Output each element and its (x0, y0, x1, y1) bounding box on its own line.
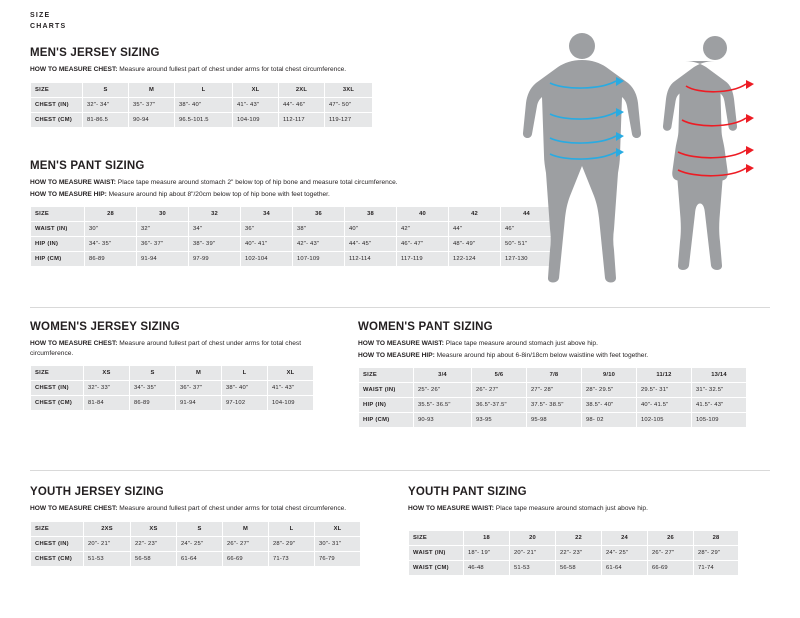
section-title: MEN'S JERSEY SIZING (30, 47, 160, 59)
table-header-cell: 28 (694, 530, 739, 545)
table-header-cell: 20 (510, 530, 556, 545)
table-header-cell: 2XL (279, 82, 325, 97)
page-title-line-1: SIZE (30, 12, 51, 19)
section-womens-pant (358, 321, 768, 428)
table-header-cell: S (83, 82, 129, 97)
table-cell: CHEST (IN) (31, 97, 83, 112)
table-cell: 97-99 (189, 252, 241, 267)
table-cell: WAIST (CM) (409, 560, 464, 575)
page-title (30, 10, 66, 32)
table-header-cell: SIZE (31, 207, 85, 222)
table-header-cell: 30 (137, 207, 189, 222)
table-header-cell: XL (268, 366, 314, 381)
table-row (31, 237, 553, 252)
table-cell: 112-114 (345, 252, 397, 267)
table-header-cell: SIZE (31, 82, 83, 97)
table-cell: 93-95 (472, 413, 527, 428)
table-header-cell: XL (233, 82, 279, 97)
table-cell: 112-117 (279, 112, 325, 127)
howto-label: HOW TO MEASURE WAIST: (30, 179, 116, 186)
table-cell: 35"- 37" (129, 97, 175, 112)
table-row (409, 545, 739, 560)
table-cell: CHEST (IN) (31, 536, 84, 551)
table-cell: HIP (IN) (31, 237, 85, 252)
table-cell: 105-109 (692, 413, 747, 428)
table-cell: 117-119 (397, 252, 449, 267)
howto-chest (30, 504, 360, 514)
table-cell: 35.5"- 36.5" (414, 398, 472, 413)
table-cell: 41"- 43" (233, 97, 279, 112)
table-header-cell: SIZE (409, 530, 464, 545)
table-cell: 38" (293, 222, 345, 237)
table-cell: 32"- 34" (83, 97, 129, 112)
table-cell: 102-105 (637, 413, 692, 428)
howto-label: HOW TO MEASURE CHEST: (30, 340, 118, 347)
table-header-cell: M (176, 366, 222, 381)
section-mens-pant (30, 160, 550, 267)
table-cell: 40" (345, 222, 397, 237)
section-youth-jersey (30, 486, 370, 567)
table-row (31, 381, 314, 396)
table-header-cell: 34 (241, 207, 293, 222)
table-header-cell: 32 (189, 207, 241, 222)
table-cell: 32" (137, 222, 189, 237)
table-header-cell: XS (84, 366, 130, 381)
table-cell: 26"- 27" (472, 383, 527, 398)
table-cell: 29.5"- 31" (637, 383, 692, 398)
table-cell: 51-53 (510, 560, 556, 575)
table-header-cell: 3/4 (414, 368, 472, 383)
howto-text: Measure around fullest part of chest under arms for total chest circumference. (117, 505, 347, 512)
table-cell: 37.5"- 38.5" (527, 398, 582, 413)
section-divider (30, 307, 770, 308)
table-cell: 20"- 21" (84, 536, 131, 551)
table-cell: 76-79 (315, 551, 361, 566)
howto-label: HOW TO MEASURE WAIST: (358, 340, 444, 347)
table-cell: 40"- 41.5" (637, 398, 692, 413)
male-body-diagram (523, 33, 641, 283)
section-title: MEN'S PANT SIZING (30, 160, 145, 172)
table-cell: 48"- 49" (449, 237, 501, 252)
howto-text: Measure around hip about 8"/20cm below top of hip bone with feet together. (106, 190, 330, 198)
table-row (359, 398, 747, 413)
table-row (31, 222, 553, 237)
table-womens-pant (358, 367, 747, 428)
howto-label: HOW TO MEASURE HIP: (30, 190, 107, 198)
howto-label: HOW TO MEASURE CHEST: (30, 66, 118, 73)
table-row (31, 97, 373, 112)
table-cell: 46" (501, 222, 553, 237)
table-cell: 38"- 40" (222, 381, 268, 396)
section-title: YOUTH PANT SIZING (408, 486, 527, 498)
table-cell: 50"- 51" (501, 237, 553, 252)
table-cell: 40"- 41" (241, 237, 293, 252)
table-cell: 36.5"-37.5" (472, 398, 527, 413)
table-cell: 51-53 (84, 551, 131, 566)
table-cell: 81-86.5 (83, 112, 129, 127)
table-cell: 97-102 (222, 396, 268, 411)
table-cell: 25"- 26" (414, 383, 472, 398)
section-youth-pant (408, 486, 748, 576)
table-cell: 91-94 (137, 252, 189, 267)
table-header-cell: 38 (345, 207, 397, 222)
body-diagrams (520, 28, 790, 288)
section-title: YOUTH JERSEY SIZING (30, 486, 164, 498)
table-cell: 90-94 (129, 112, 175, 127)
table-cell: 66-69 (223, 551, 269, 566)
table-cell: 127-130 (501, 252, 553, 267)
howto-label: HOW TO MEASURE HIP: (358, 351, 435, 359)
table-row (359, 383, 747, 398)
table-header-cell: 36 (293, 207, 345, 222)
table-header-cell: SIZE (31, 521, 84, 536)
table-cell: 44" (449, 222, 501, 237)
table-cell: 46"- 47" (397, 237, 449, 252)
table-cell: 96.5-101.5 (175, 112, 233, 127)
female-body-diagram (663, 36, 754, 270)
table-cell: WAIST (IN) (31, 222, 85, 237)
table-header-cell: XL (315, 521, 361, 536)
table-mens-jersey (30, 82, 373, 128)
table-header-cell: 28 (85, 207, 137, 222)
table-header-cell: 40 (397, 207, 449, 222)
howto-label: HOW TO MEASURE CHEST: (30, 505, 118, 512)
table-cell: 122-124 (449, 252, 501, 267)
table-cell: 28"- 29" (694, 545, 739, 560)
section-title: WOMEN'S JERSEY SIZING (30, 321, 180, 333)
table-cell: 56-58 (556, 560, 602, 575)
table-cell: 61-64 (602, 560, 648, 575)
table-cell: 32"- 33" (84, 381, 130, 396)
table-header-cell: 18 (464, 530, 510, 545)
table-header-row (359, 368, 747, 383)
table-cell: 42" (397, 222, 449, 237)
howto-waist (30, 178, 550, 188)
table-row (31, 396, 314, 411)
table-cell: 71-74 (694, 560, 739, 575)
table-cell: 34" (189, 222, 241, 237)
table-header-cell: 7/8 (527, 368, 582, 383)
section-title: WOMEN'S PANT SIZING (358, 321, 493, 333)
howto-chest (30, 339, 330, 358)
table-header-cell: 22 (556, 530, 602, 545)
table-cell: 102-104 (241, 252, 293, 267)
table-cell: 104-109 (233, 112, 279, 127)
page-title-line-2: CHARTS (30, 23, 67, 30)
table-cell: 28"- 29" (269, 536, 315, 551)
table-cell: 36"- 37" (137, 237, 189, 252)
table-cell: 26"- 27" (223, 536, 269, 551)
howto-text: Measure around hip about 6-8in/18cm below waistline with feet together. (434, 351, 649, 359)
table-header-cell: L (175, 82, 233, 97)
table-cell: 22"- 23" (556, 545, 602, 560)
howto-text: Measure around fullest part of chest under arms for total chest circumference. (30, 340, 302, 357)
table-cell: 28"- 29.5" (582, 383, 637, 398)
table-cell: 30"- 31" (315, 536, 361, 551)
table-row (31, 252, 553, 267)
howto-hip (30, 190, 550, 200)
table-cell: 31"- 32.5" (692, 383, 747, 398)
table-cell: 71-73 (269, 551, 315, 566)
table-cell: 44"- 45" (345, 237, 397, 252)
table-cell: 26"- 27" (648, 545, 694, 560)
table-cell: HIP (IN) (359, 398, 414, 413)
table-cell: 34"- 35" (85, 237, 137, 252)
table-header-cell: M (129, 82, 175, 97)
howto-chest (30, 65, 550, 75)
table-header-cell: SIZE (359, 368, 414, 383)
table-row (409, 560, 739, 575)
table-header-cell: 44 (501, 207, 553, 222)
table-cell: HIP (CM) (31, 252, 85, 267)
table-cell: CHEST (IN) (31, 381, 84, 396)
howto-text: Place tape measure around stomach just above hip. (493, 505, 648, 512)
howto-label: HOW TO MEASURE WAIST: (408, 505, 494, 512)
table-header-cell: S (177, 521, 223, 536)
table-cell: 27"- 28" (527, 383, 582, 398)
section-womens-jersey (30, 321, 330, 411)
table-row (31, 536, 361, 551)
table-header-row (31, 521, 361, 536)
table-cell: 86-89 (130, 396, 176, 411)
table-cell: 36"- 37" (176, 381, 222, 396)
table-header-cell: XS (131, 521, 177, 536)
table-cell: CHEST (CM) (31, 112, 83, 127)
howto-waist (408, 504, 748, 514)
howto-text: Measure around fullest part of chest under arms for total chest circumference. (117, 66, 347, 73)
table-row (359, 413, 747, 428)
table-cell: 38"- 40" (175, 97, 233, 112)
table-cell: 42"- 43" (293, 237, 345, 252)
table-cell: 107-109 (293, 252, 345, 267)
table-cell: 86-89 (85, 252, 137, 267)
table-cell: 66-69 (648, 560, 694, 575)
table-cell: HIP (CM) (359, 413, 414, 428)
table-header-row (31, 207, 553, 222)
table-cell: 18"- 19" (464, 545, 510, 560)
table-header-cell: SIZE (31, 366, 84, 381)
table-header-cell: L (269, 521, 315, 536)
table-cell: 81-84 (84, 396, 130, 411)
table-cell: 47"- 50" (325, 97, 373, 112)
table-cell: 119-127 (325, 112, 373, 127)
table-header-cell: 9/10 (582, 368, 637, 383)
table-cell: 24"- 25" (602, 545, 648, 560)
table-header-row (409, 530, 739, 545)
table-header-row (31, 366, 314, 381)
table-cell: 56-58 (131, 551, 177, 566)
table-cell: 44"- 46" (279, 97, 325, 112)
section-divider (30, 470, 770, 471)
table-youth-jersey (30, 521, 361, 567)
table-header-cell: 11/12 (637, 368, 692, 383)
howto-waist (358, 339, 768, 349)
table-header-cell: M (223, 521, 269, 536)
table-cell: 41"- 43" (268, 381, 314, 396)
table-cell: 38"- 39" (189, 237, 241, 252)
table-header-cell: S (130, 366, 176, 381)
table-cell: 41.5"- 43" (692, 398, 747, 413)
table-cell: 46-48 (464, 560, 510, 575)
howto-text: Place tape measure around stomach just above hip. (443, 340, 598, 347)
table-cell: 95-98 (527, 413, 582, 428)
table-womens-jersey (30, 365, 314, 411)
table-cell: 22"- 23" (131, 536, 177, 551)
table-header-cell: 5/6 (472, 368, 527, 383)
table-cell: 61-64 (177, 551, 223, 566)
table-header-cell: 42 (449, 207, 501, 222)
table-cell: 24"- 25" (177, 536, 223, 551)
table-header-cell: 2XS (84, 521, 131, 536)
table-row (31, 112, 373, 127)
table-cell: 90-93 (414, 413, 472, 428)
section-mens-jersey (30, 47, 550, 128)
howto-text: Place tape measure around stomach 2" below top of hip bone and measure total circumference. (115, 179, 398, 186)
table-cell: WAIST (IN) (359, 383, 414, 398)
table-header-cell: L (222, 366, 268, 381)
table-cell: 36" (241, 222, 293, 237)
table-cell: 20"- 21" (510, 545, 556, 560)
table-header-cell: 26 (648, 530, 694, 545)
table-header-cell: 24 (602, 530, 648, 545)
table-cell: 104-109 (268, 396, 314, 411)
table-cell: 30" (85, 222, 137, 237)
howto-hip (358, 351, 768, 361)
table-cell: 91-94 (176, 396, 222, 411)
table-youth-pant (408, 530, 739, 576)
table-row (31, 551, 361, 566)
table-cell: 98- 02 (582, 413, 637, 428)
table-header-cell: 13/14 (692, 368, 747, 383)
table-cell: CHEST (CM) (31, 551, 84, 566)
table-mens-pant (30, 206, 553, 267)
table-cell: 38.5"- 40" (582, 398, 637, 413)
table-cell: CHEST (CM) (31, 396, 84, 411)
table-header-cell: 3XL (325, 82, 373, 97)
table-header-row (31, 82, 373, 97)
table-cell: 34"- 35" (130, 381, 176, 396)
table-cell: WAIST (IN) (409, 545, 464, 560)
